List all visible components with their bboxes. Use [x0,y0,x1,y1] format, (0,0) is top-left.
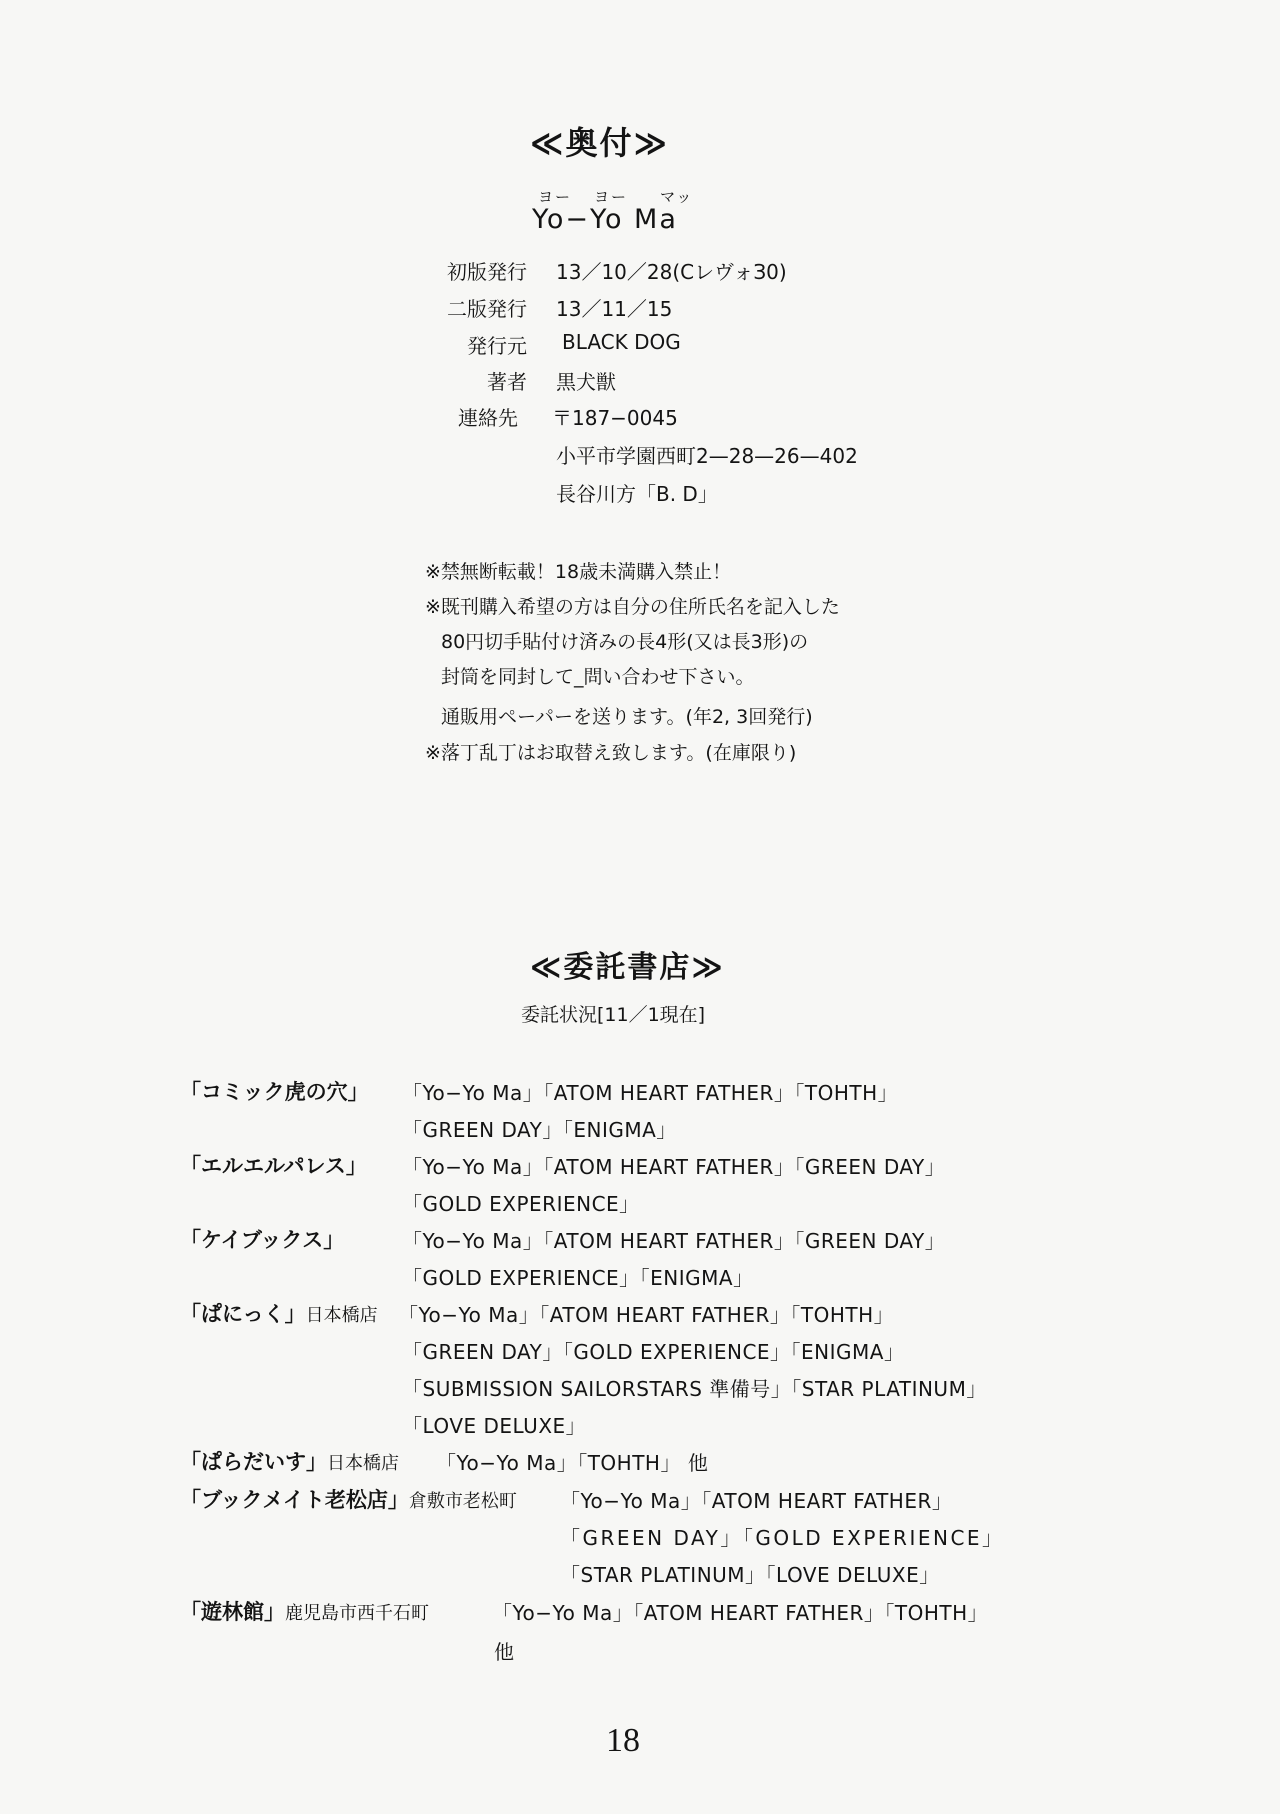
shop-branch: 日本橋店 [305,1305,378,1326]
row-label-second-edition: 二版発行 [447,297,527,321]
shop-name: 「エルエルパレス」 [180,1154,367,1178]
shop-titles-line: 「Yo−Yo Ma」「ATOM HEART FATHER」 [560,1489,953,1513]
shop-name: 「遊林館」 [180,1600,285,1624]
note-line: ※禁無断転載！18歳未満購入禁止！ [425,561,732,583]
consignment-status: 委託状況[11／1現在] [521,1004,706,1026]
shop-branch: 倉敷市老松町 [408,1491,517,1512]
row-value-second-edition: 13／11／15 [556,297,673,321]
shop-titles-line: 「GREEN DAY」「GOLD EXPERIENCE」「ENIGMA」 [402,1340,905,1364]
shop-titles-line: 「Yo−Yo Ma」「ATOM HEART FATHER」「TOHTH」 [492,1601,989,1625]
shop-name-with-branch [180,1484,517,1514]
note-line: ※落丁乱丁はお取替え致します。(在庫限り) [425,742,797,764]
shop-name: 「ケイブックス」 [180,1228,345,1252]
book-title: Yo−Yo Ma [532,204,678,235]
page-number: 18 [606,1722,640,1759]
shop-name: 「ブックメイト老松店」 [180,1488,409,1512]
shop-titles-line: 「GREEN DAY」「GOLD EXPERIENCE」 [560,1526,1005,1550]
shop-titles-line: 「GOLD EXPERIENCE」 [402,1192,640,1216]
note-line: 通販用ペーパーを送ります。(年2, 3回発行) [441,706,813,728]
shop-titles-line: 「Yo−Yo Ma」「TOHTH」 他 [436,1451,709,1475]
shop-name: 「コミック虎の穴」 [180,1080,369,1104]
shop-name-with-branch [180,1596,429,1626]
note-line: ※既刊購入希望の方は自分の住所氏名を記入した [425,596,840,618]
shop-titles-line: 「Yo−Yo Ma」「ATOM HEART FATHER」「TOHTH」 [402,1081,899,1105]
note-line: 封筒を同封して_問い合わせ下さい。 [441,666,755,688]
shop-titles-line: 「Yo−Yo Ma」「ATOM HEART FATHER」「GREEN DAY」 [402,1155,946,1179]
shop-branch: 鹿児島市西千石町 [285,1603,429,1624]
row-label-author: 著者 [487,370,527,394]
row-label-contact: 連絡先 [458,406,518,430]
shop-titles-line: 「Yo−Yo Ma」「ATOM HEART FATHER」「GREEN DAY」 [402,1229,946,1253]
shop-name: 「ぱにっく」 [180,1302,306,1326]
row-value-postal-code: 〒187−0045 [552,406,678,430]
address-line-2: 長谷川方「B. D」 [556,482,718,506]
colophon-heading: ≪奥付≫ [530,124,670,162]
shop-name-with-branch [180,1298,378,1328]
shop-titles-line: 「GREEN DAY」「ENIGMA」 [402,1118,677,1142]
address-line-1: 小平市学園西町2—28—26—402 [556,444,858,468]
row-value-first-edition: 13／10／28(CレヴォЗ0) [556,260,787,284]
row-label-publisher: 発行元 [467,334,527,358]
shop-name: 「ぱらだいす」 [180,1450,327,1474]
ruby-2: ヨー [594,188,629,206]
shop-titles-line: 「SUBMISSION SAILORSTARS 準備号」「STAR PLATINUM」 [402,1377,987,1401]
row-value-author: 黒犬獣 [556,370,616,394]
shop-titles-line: 他 [494,1640,515,1664]
shop-branch: 日本橋店 [327,1453,399,1474]
shop-titles-line: 「Yo−Yo Ma」「ATOM HEART FATHER」「TOHTH」 [398,1303,895,1327]
note-line: 80円切手貼付け済みの長4形(又は長3形)の [441,631,809,653]
ruby-1: ヨー [538,188,573,206]
row-label-first-edition: 初版発行 [447,260,527,284]
shop-titles-line: 「LOVE DELUXE」 [402,1414,587,1438]
consignment-heading: ≪委託書店≫ [530,950,725,985]
shop-titles-line: 「STAR PLATINUM」「LOVE DELUXE」 [560,1563,940,1587]
row-value-publisher: BLACK DOG [562,330,681,354]
ruby-3: マッ [660,188,694,206]
shop-titles-line: 「GOLD EXPERIENCE」「ENIGMA」 [402,1266,754,1290]
shop-name-with-branch [180,1446,399,1476]
